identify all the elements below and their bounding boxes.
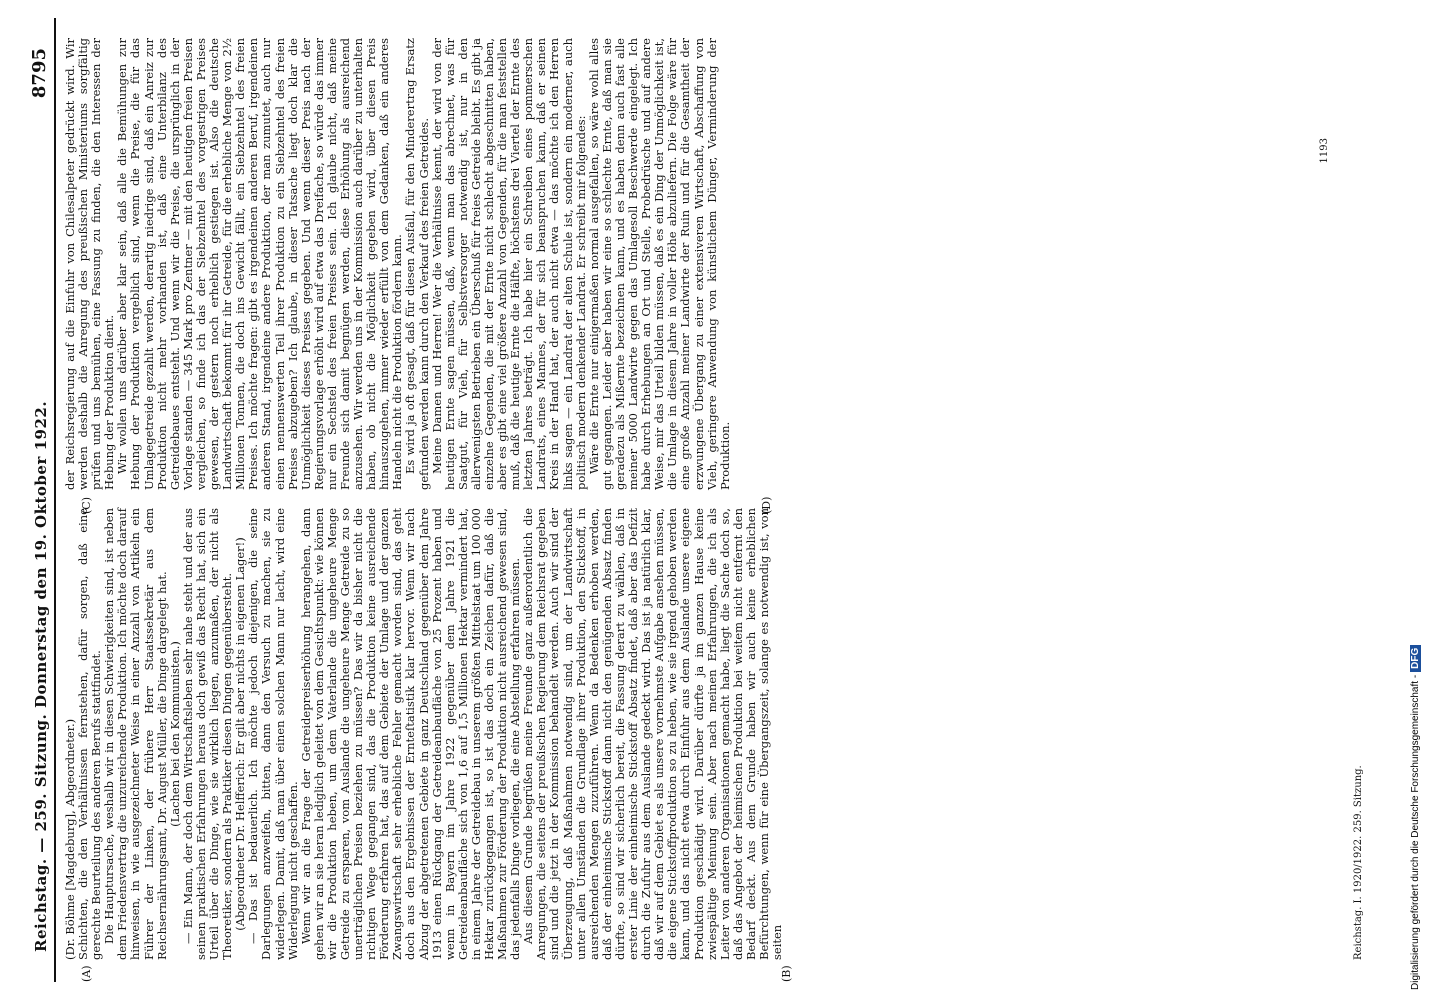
paragraph: Es wird ja oft gesagt, daß für diesen Ausfall, für den Minderertrag Ersatz gefunden werden kann durch den Verkauf des freien Getreides. (403, 38, 431, 490)
margin-mark-c: (C) (80, 497, 93, 514)
paragraph: — Das ist bedauerlich. Ich möchte jedoch diejenigen, die seine Darlegungen anzweifeln, bitten, dann den Versuch zu machen, sie zu widerlegen. Damit, daß man über einen solchen Mann nur lacht, wird eine Widerlegung nicht geschaffen. (246, 508, 300, 960)
paragraph: Wäre die Ernte nur einigermaßen normal ausgefallen, so wäre wohl alles gut gegangen. Leider aber haben wir eine so schlechte Ernte, daß man sie geradezu als Mißernte bezeichnen kann, und es haben denn auch fast alle meiner 5000 Landwirte gegen das Umlagesoll Beschwerde eingelegt. Ich habe durch Erhebungen an Ort und Stelle, Probedrüsche und auf andere Weise, mir das Urteil bilden müssen, daß es ein Ding der Unmöglichkeit ist, die Umlage in diesem Jahre in voller Höhe abzuliefern. Die Folge wäre für eine große Anzahl meiner Landwirte der Ruin und für die Gesamtheit der erzwungene Übergang zu einer extensiveren Wirtschaft, Abschaffung von Vieh, geringere Anwendung von künstlichem Dünger, Verminderung der Produktion. (586, 38, 732, 490)
paragraph: (Dr. Böhme [Magdeburg], Abgeordneter.) (63, 718, 77, 960)
margin-mark-b: (B) (780, 965, 793, 982)
dfg-logo: DFG (1410, 645, 1421, 672)
credit-text: Digitalisierung gefördert durch die Deutsche Forschungsgemeinschaft - (1410, 674, 1421, 990)
running-head: Reichstag. — 259. Sitzung. Donnerstag den 19. Oktober 1922. (32, 400, 50, 952)
column-right (64, 38, 732, 490)
paragraph: — Ein Mann, der doch dem Wirtschaftsleben sehr nahe steht und der aus seinen praktischen Erfahrungen heraus doch gewiß das Recht hat, sich ein Urteil über die Dinge, wie sie wirklich liegen, anzumaßen, der nicht als Theoretiker, sondern als Praktiker diesen Dingen gegenübersteht. (180, 508, 235, 960)
page-number: 8795 (29, 48, 50, 99)
paragraph: Meine Damen und Herren! Wer die Verhältnisse kennt, der wird von der heutigen Ernte sagen müssen, daß, wenn man das abrechnet, was für Saatgut, für Vieh, für Selbstversorger notwendig ist, nur in den allerwenigsten Betrieben ein Überschuß für freies Getreide bleibt. Es gibt ja einzelne Gegenden, die mit der Ernte nicht schlecht abgeschnitten haben, aber es gibt eine viel größere Anzahl von Gegenden, für die man feststellen muß, daß die heutige Ernte die Hälfte, höchstens drei Viertel der Ernte des letzten Jahres beträgt. Ich habe hier ein Schreiben eines pommerschen Landrats, eines Mannes, der für sich beanspruchen kann, daß er seinen Kreis in der Hand hat, der auch nicht etwa — das möchte ich den Herren links sagen — ein Landrat der alten Schule ist, sondern ein moderner, auch politisch modern denkender Landrat. Er schreibt mir folgendes: (429, 38, 588, 490)
paragraph: Schichten, die den Verhältnissen fernstehen, dafür sorgen, daß eine gerechte Beurteilung des anderen Berufs stattfindet. (76, 508, 104, 960)
margin-mark-d: (D) (760, 496, 773, 514)
page-footer: Reichstag. I. 1920/1922. 259. Sitzung. (1353, 765, 1364, 960)
page-header (20, 18, 56, 982)
paragraph: der Reichsregierung auf die Einfuhr von Chilesalpeter gedrückt wird. Wir werden deshalb die Anregung des preußischen Ministeriums sorgfältig prüfen und uns bemühen, eine Fassung zu finden, die den Interessen der Hebung der Produktion dient. (63, 38, 117, 490)
paragraph: (Lachen bei den Kommunisten.) (167, 641, 182, 827)
paragraph: Wir wollen uns darüber aber klar sein, daß alle die Bemühungen zur Hebung der Produktion vergeblich sind, wenn die Preise, die für das Umlagegetreide gezahlt werden, derartig niedrige sind, daß ein Anreiz zur Produktion nicht mehr vorhanden ist, daß eine Unterbilanz des Getreidebaues entsteht. Und wenn wir die Preise, die ursprünglich in der Vorlage standen — 345 Mark pro Zentner — mit den heutigen freien Preisen vergleichen, so finde ich das der Siebzehntel des vorgestrigen Preises gewesen, der gestern noch erheblich gestiegen ist. Also die deutsche Landwirtschaft bekommt für ihr Getreide, für die erhebliche Menge von 2½ Millionen Tonnen, die doch ins Gewicht fällt, ein Siebzehntel des freien Preises. Ich möchte fragen: gibt es irgendeinen anderen Beruf, irgendeinen anderen Stand, irgendeine andere Produktion, der man zumutet, auch nur einen nennenswerten Teil ihrer Produktion zu ein Siebzehntel des freien Preises abzugeben? Ich glaube, in dieser Tatsache liegt doch klar die Unmöglichkeit dieses Preises gegeben. Und wenn dieser Preis nach der Regierungsvorlage erhöht wird auf etwa das Dreifache, so würde das immer nur ein Sechstel des freien Preises sein. Ich glaube nicht, daß meine Freunde sich damit begnügen werden, diese Erhöhung als ausreichend anzusehen. Wir werden uns in der Kommission auch darüber zu unterhalten haben, ob nicht die Möglichkeit gegeben wird, über diesen Preis hinauszugehen, immer wieder erfüllt von dem Gedanken, daß ein anderes Handeln nicht die Produktion fördern kann. (115, 38, 405, 490)
margin-mark-a: (A) (80, 965, 93, 982)
paragraph: Aus diesem Grunde begrüßen meine Freunde ganz außerordentlich die Anregungen, die seitens der preußischen Regierung dem Reichsrat gegeben sind und die jetzt in der Kommission behandelt werden. Auch wir sind der Überzeugung, daß Maßnahmen notwendig sind, um der Landwirtschaft unter allen Umständen die Grundlage ihrer Produktion, den Stickstoff, in ausreichenden Mengen zuzuführen. Wenn da Bedenken erhoben werden, daß der einheimische Stickstoff dann nicht den genügenden Absatz finden dürfte, so sind wir sicherlich bereit, die Fassung derart zu wählen, daß in erster Linie der einheimische Stickstoff Absatz findet, daß aber das Defizit durch die Zufuhr aus dem Auslande gedeckt wird. Das ist ja natürlich klar, daß wir auf dem Gebiet es als unsere vornehmste Aufgabe ansehen müssen, die eigene Stickstoffproduktion so zu heben, wie sie irgend gehoben werden kann, und das nicht etwa durch Einfuhr aus dem Auslande unsere eigene Produktion geschädigt wird. Darüber dürfte ja im ganzen Hause keine zwiespältige Meinung sein. Aber nach meinen Erfahrungen, die ich als Leiter von anderen Organisationen gemacht habe, liegt die Sache doch so, daß das Angebot der heimischen Produktion bei weitem nicht entfernt den Bedarf deckt. Aus dem Grunde haben wir auch keine erheblichen Befürchtungen, wenn für eine Übergangszeit, solange es notwendig ist, von seiten (521, 508, 785, 960)
signature-mark: 1193 (1319, 138, 1330, 164)
paragraph: (Abgeordneter Dr. Helfferich: Er gilt aber nichts in eigenen Lager!) (233, 537, 248, 931)
paragraph: Die Hauptursache, weshalb wir in diesen Schwierigkeiten sind, ist neben dem Friedensvertrag die unzureichende Produktion. Ich möchte doch darauf hinweisen, in wie ausgezeichneter Weise in einer Anzahl von Artikeln ein Führer der Linken, der frühere Herr Staatssekretär aus dem Reichsernährungsamt, Dr. August Müller, die Dinge dargelegt hat. (102, 508, 169, 960)
column-left (64, 508, 784, 960)
paragraph: Wenn wir an die Frage der Getreidepreiserhöhung herangehen, dann gehen wir an sie heran lediglich geleitet von dem Gesichtspunkt: wie können wir die Produktion heben, um dem Vaterlande die ungeheure Menge Getreide zu ersparen, vom Auslande die ungeheure Menge Getreide zu so unerträglichen Preisen beziehen zu müssen? Das wir da bisher nicht die richtigen Wege gegangen sind, das die Produktion keine ausreichende Förderung erfahren hat, das auf dem Gebiete der Umlage und der ganzen Zwangswirtschaft sehr erhebliche Fehler gemacht worden sind, das geht doch aus den Ergebnissen der Ernteſtatistik klar hervor. Wenn wir nach Abzug der abgetretenen Gebiete in ganz Deutschland gegenüber dem Jahre 1913 einen Rückgang der Getreideanbaufläche von 25 Prozent haben und wenn in Bayern im Jahre 1922 gegenüber dem Jahre 1921 die Getreideanbaufläche sich von 1,6 auf 1,5 Millionen Hektar vermindert hat, in einem Jahre der Getreidebau in unserem größten Mittelstaat um 100 000 Hektar zurückgegangen ist, so ist das doch ein Zeichen dafür, daß die Maßnahmen zur Förderung der Produktion nicht ausreichend gewesen sind, das jedenfalls Dinge vorliegen, die eine Abstellung erfahren müssen. (298, 508, 523, 960)
digitization-credit (1410, 645, 1421, 990)
